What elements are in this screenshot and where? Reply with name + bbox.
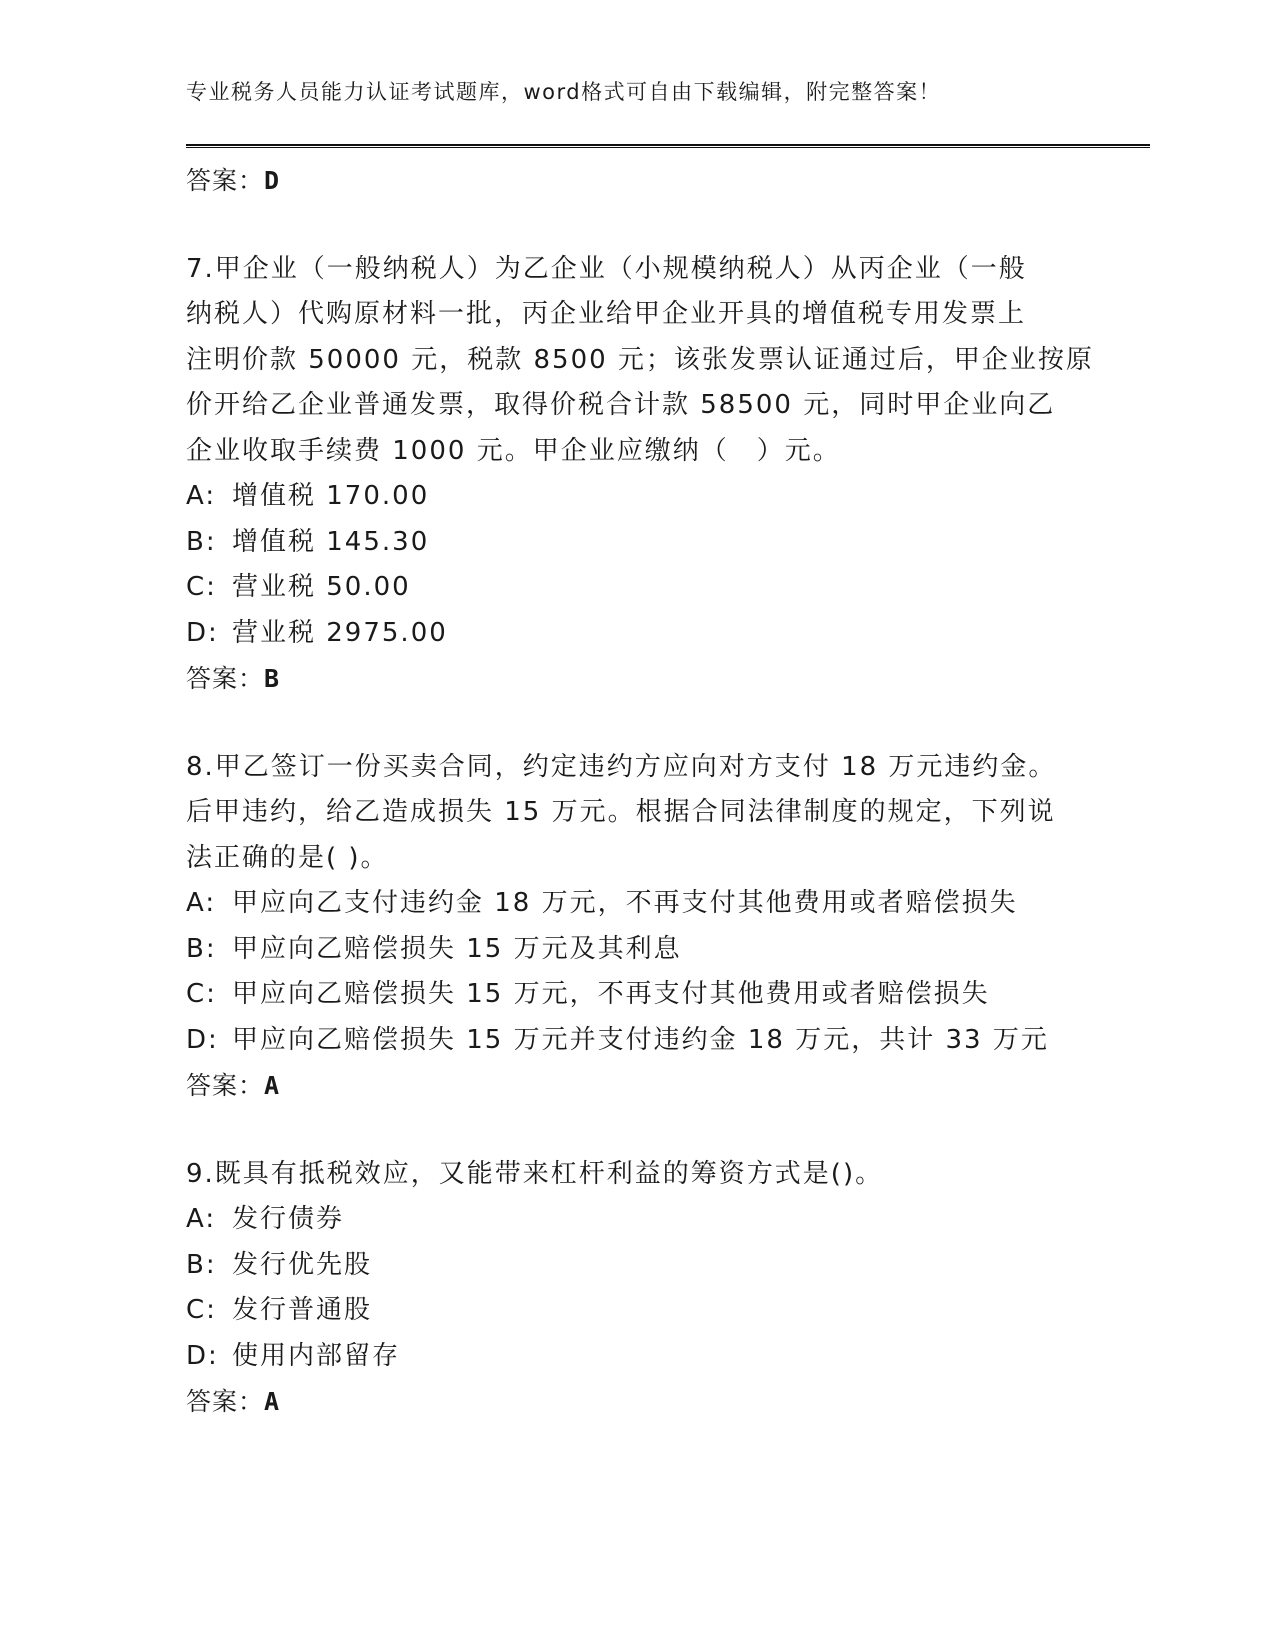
question-text-line: 9.既具有抵税效应，又能带来杠杆利益的筹资方式是()。 — [186, 1158, 884, 1189]
answer-label: 答案： — [186, 1387, 265, 1416]
option-text: 发行优先股 — [232, 1249, 373, 1280]
option-label: A: — [186, 1204, 217, 1234]
question-text-line: 后甲违约，给乙造成损失 15 万元。根据合同法律制度的规定，下列说 — [186, 797, 1056, 827]
answer-line — [186, 1063, 1106, 1109]
option-label: D: — [186, 1024, 219, 1055]
option-label: C: — [186, 1295, 217, 1325]
spacer — [186, 204, 1106, 247]
option-d — [186, 1018, 1106, 1064]
option-label: D: — [186, 617, 219, 648]
option-text: 营业税 50.00 — [232, 572, 411, 602]
question-text-line: 价开给乙企业普通发票，取得价税合计款 58500 元，同时甲企业向乙 — [186, 390, 1056, 420]
question-text-line: 企业收取手续费 1000 元。甲企业应缴纳（ ）元。 — [186, 435, 841, 466]
question-text-line: 注明价款 50000 元，税款 8500 元；该张发票认证通过后，甲企业按原 — [186, 344, 1094, 375]
option-text: 甲应向乙赔偿损失 15 万元并支付违约金 18 万元，共计 33 万元 — [232, 1024, 1049, 1055]
option-d — [186, 1334, 1106, 1380]
option-label: B: — [186, 1249, 217, 1280]
question-text-line: 法正确的是( )。 — [186, 842, 389, 873]
answer-line — [186, 656, 1106, 702]
answer-label: 答案： — [186, 664, 265, 693]
option-label: C: — [186, 979, 217, 1009]
page-header: 专业税务人员能力认证考试题库，word格式可自由下载编辑，附完整答案！ — [186, 80, 942, 104]
question-text-line: 纳税人）代购原材料一批，丙企业给甲企业开具的增值税专用发票上 — [186, 299, 1027, 329]
option-text: 甲应向乙赔偿损失 15 万元，不再支付其他费用或者赔偿损失 — [232, 979, 990, 1009]
option-text: 发行债券 — [232, 1204, 345, 1234]
question-text-line: 7.甲企业（一般纳税人）为乙企业（小规模纳税人）从丙企业（一般 — [186, 253, 1027, 284]
answer-value: A — [264, 1071, 281, 1100]
option-b — [186, 927, 1106, 973]
question-9 — [186, 1152, 1106, 1425]
answer-value: A — [264, 1387, 281, 1416]
spacer — [186, 1109, 1106, 1152]
option-text: 增值税 170.00 — [232, 481, 430, 511]
option-text: 发行普通股 — [232, 1295, 373, 1325]
option-a — [186, 474, 1106, 520]
option-b — [186, 520, 1106, 566]
option-label: B: — [186, 933, 217, 964]
option-text: 增值税 145.30 — [232, 526, 430, 557]
option-d — [186, 611, 1106, 657]
option-c — [186, 1288, 1106, 1334]
answer-label: 答案： — [186, 1071, 265, 1100]
option-c — [186, 972, 1106, 1018]
spacer — [186, 702, 1106, 745]
option-a — [186, 1197, 1106, 1243]
question-7 — [186, 247, 1106, 702]
question-8 — [186, 745, 1106, 1109]
answer-label: 答案： — [186, 166, 265, 195]
option-label: D: — [186, 1340, 219, 1371]
answer-line — [186, 158, 1106, 204]
option-text: 营业税 2975.00 — [232, 617, 448, 648]
option-a — [186, 881, 1106, 927]
option-label: A: — [186, 481, 217, 511]
option-label: C: — [186, 572, 217, 602]
question-text-line: 8.甲乙签订一份买卖合同，约定违约方应向对方支付 18 万元违约金。 — [186, 751, 1057, 782]
answer-value: D — [264, 166, 281, 195]
option-text: 甲应向乙赔偿损失 15 万元及其利息 — [232, 933, 682, 964]
option-c — [186, 565, 1106, 611]
answer-line — [186, 1379, 1106, 1425]
option-text: 使用内部留存 — [232, 1340, 401, 1371]
option-text: 甲应向乙支付违约金 18 万元，不再支付其他费用或者赔偿损失 — [232, 888, 1018, 918]
option-label: A: — [186, 888, 217, 918]
header-divider — [186, 144, 1150, 148]
option-b — [186, 1243, 1106, 1289]
answer-value: B — [264, 664, 281, 693]
document-body — [186, 158, 1106, 1425]
option-label: B: — [186, 526, 217, 557]
